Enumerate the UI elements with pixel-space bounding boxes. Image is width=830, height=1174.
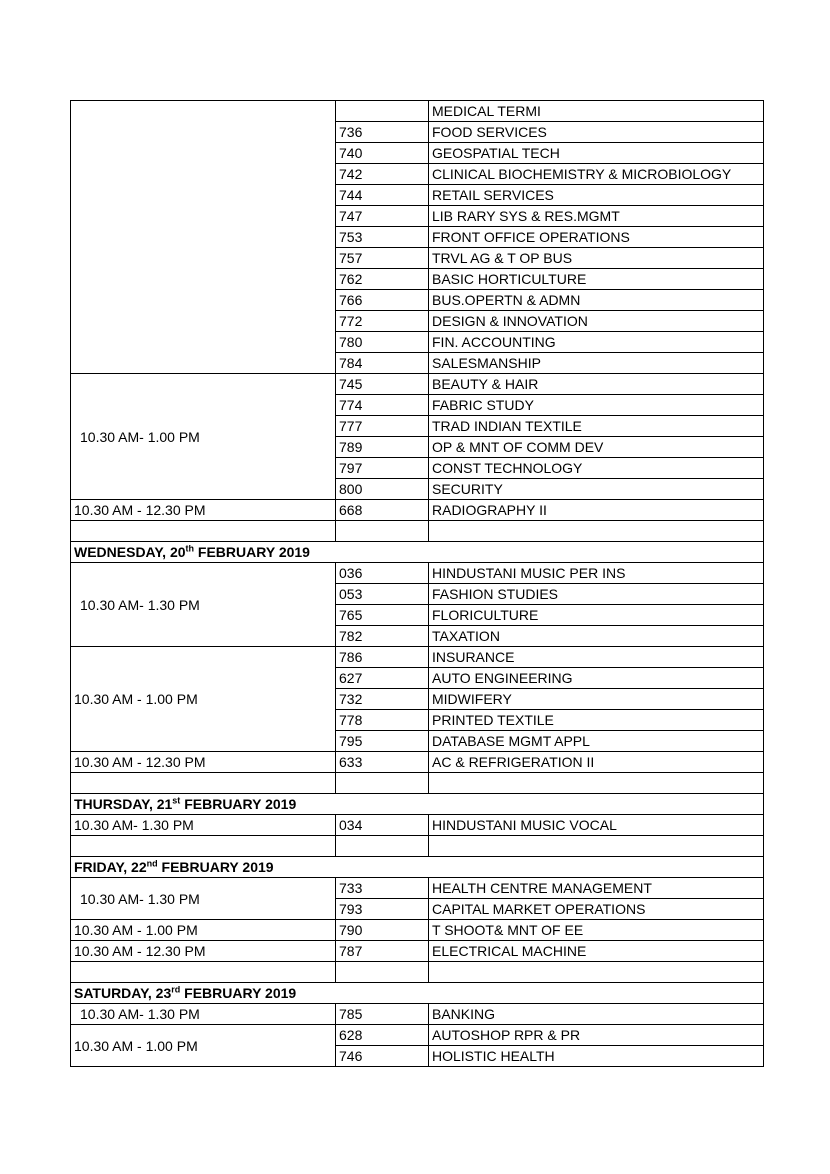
paper-code: 633 bbox=[336, 752, 429, 773]
subject-name: AUTOSHOP RPR & PR bbox=[429, 1025, 764, 1046]
paper-code: 780 bbox=[336, 332, 429, 353]
time-slot: 10.30 AM- 1.30 PM bbox=[71, 878, 336, 920]
empty-cell bbox=[71, 962, 336, 983]
empty-cell bbox=[336, 521, 429, 542]
time-cell bbox=[71, 101, 336, 374]
subject-name: AUTO ENGINEERING bbox=[429, 668, 764, 689]
subject-name: BASIC HORTICULTURE bbox=[429, 269, 764, 290]
paper-code: 795 bbox=[336, 731, 429, 752]
subject-name: DATABASE MGMT APPL bbox=[429, 731, 764, 752]
paper-code: 777 bbox=[336, 416, 429, 437]
paper-code: 765 bbox=[336, 605, 429, 626]
paper-code: 736 bbox=[336, 122, 429, 143]
paper-code: 746 bbox=[336, 1046, 429, 1067]
day-header-row bbox=[71, 794, 764, 815]
time-slot: 10.30 AM - 12.30 PM bbox=[71, 941, 336, 962]
paper-code: 766 bbox=[336, 290, 429, 311]
subject-name: CONST TECHNOLOGY bbox=[429, 458, 764, 479]
paper-code: 627 bbox=[336, 668, 429, 689]
table-row bbox=[71, 941, 764, 962]
paper-code: 753 bbox=[336, 227, 429, 248]
paper-code: 744 bbox=[336, 185, 429, 206]
paper-code: 782 bbox=[336, 626, 429, 647]
table-row bbox=[71, 647, 764, 668]
time-slot: 10.30 AM - 12.30 PM bbox=[71, 752, 336, 773]
paper-code bbox=[336, 101, 429, 122]
time-slot: 10.30 AM- 1.00 PM bbox=[71, 374, 336, 500]
paper-code: 747 bbox=[336, 206, 429, 227]
day-month-year: FEBRUARY 2019 bbox=[180, 985, 297, 1001]
day-date: SATURDAY, 23 bbox=[74, 985, 172, 1001]
paper-code: 757 bbox=[336, 248, 429, 269]
paper-code: 036 bbox=[336, 563, 429, 584]
time-slot: 10.30 AM - 1.00 PM bbox=[71, 1025, 336, 1067]
time-slot: 10.30 AM- 1.30 PM bbox=[71, 1004, 336, 1025]
table-row bbox=[71, 878, 764, 899]
paper-code: 784 bbox=[336, 353, 429, 374]
subject-name: TAXATION bbox=[429, 626, 764, 647]
paper-code: 628 bbox=[336, 1025, 429, 1046]
empty-cell bbox=[336, 962, 429, 983]
paper-code: 742 bbox=[336, 164, 429, 185]
table-row bbox=[71, 1004, 764, 1025]
day-date: THURSDAY, 21 bbox=[74, 796, 173, 812]
spacer-row bbox=[71, 836, 764, 857]
day-heading bbox=[71, 983, 764, 1004]
subject-name: T SHOOT& MNT OF EE bbox=[429, 920, 764, 941]
time-slot: 10.30 AM - 1.00 PM bbox=[71, 920, 336, 941]
day-ordinal: rd bbox=[171, 984, 181, 995]
empty-cell bbox=[429, 521, 764, 542]
paper-code: 034 bbox=[336, 815, 429, 836]
time-slot: 10.30 AM - 12.30 PM bbox=[71, 500, 336, 521]
empty-cell bbox=[429, 773, 764, 794]
day-date: FRIDAY, 22 bbox=[74, 859, 147, 875]
empty-cell bbox=[71, 521, 336, 542]
paper-code: 745 bbox=[336, 374, 429, 395]
day-month-year: FEBRUARY 2019 bbox=[194, 544, 310, 560]
subject-name: PRINTED TEXTILE bbox=[429, 710, 764, 731]
paper-code: 785 bbox=[336, 1004, 429, 1025]
subject-name: BUS.OPERTN & ADMN bbox=[429, 290, 764, 311]
day-heading bbox=[71, 542, 764, 563]
subject-name: RADIOGRAPHY II bbox=[429, 500, 764, 521]
subject-name: FABRIC STUDY bbox=[429, 395, 764, 416]
subject-name: RETAIL SERVICES bbox=[429, 185, 764, 206]
paper-code: 762 bbox=[336, 269, 429, 290]
exam-schedule-table bbox=[70, 100, 764, 1067]
subject-name: HINDUSTANI MUSIC PER INS bbox=[429, 563, 764, 584]
schedule-table-body bbox=[71, 101, 764, 1067]
time-slot: 10.30 AM- 1.30 PM bbox=[71, 563, 336, 647]
subject-name: BEAUTY & HAIR bbox=[429, 374, 764, 395]
subject-name: FOOD SERVICES bbox=[429, 122, 764, 143]
subject-name: FIN. ACCOUNTING bbox=[429, 332, 764, 353]
subject-name: CLINICAL BIOCHEMISTRY & MICROBIOLOGY bbox=[429, 164, 764, 185]
paper-code: 797 bbox=[336, 458, 429, 479]
exam-schedule-page bbox=[70, 100, 763, 1067]
time-slot: 10.30 AM- 1.30 PM bbox=[71, 815, 336, 836]
empty-cell bbox=[71, 836, 336, 857]
subject-name: GEOSPATIAL TECH bbox=[429, 143, 764, 164]
empty-cell bbox=[336, 773, 429, 794]
day-heading bbox=[71, 857, 764, 878]
paper-code: 790 bbox=[336, 920, 429, 941]
day-month-year: FEBRUARY 2019 bbox=[157, 859, 274, 875]
empty-cell bbox=[429, 962, 764, 983]
table-row bbox=[71, 374, 764, 395]
subject-name: HINDUSTANI MUSIC VOCAL bbox=[429, 815, 764, 836]
day-header-row bbox=[71, 542, 764, 563]
time-slot: 10.30 AM - 1.00 PM bbox=[71, 647, 336, 752]
table-row bbox=[71, 920, 764, 941]
spacer-row bbox=[71, 521, 764, 542]
paper-code: 800 bbox=[336, 479, 429, 500]
subject-name: MIDWIFERY bbox=[429, 689, 764, 710]
day-ordinal: th bbox=[185, 543, 195, 554]
subject-name: BANKING bbox=[429, 1004, 764, 1025]
subject-name: DESIGN & INNOVATION bbox=[429, 311, 764, 332]
subject-name: CAPITAL MARKET OPERATIONS bbox=[429, 899, 764, 920]
subject-name: INSURANCE bbox=[429, 647, 764, 668]
day-heading bbox=[71, 794, 764, 815]
empty-cell bbox=[336, 836, 429, 857]
table-row bbox=[71, 752, 764, 773]
day-month-year: FEBRUARY 2019 bbox=[180, 796, 297, 812]
paper-code: 733 bbox=[336, 878, 429, 899]
spacer-row bbox=[71, 773, 764, 794]
subject-name: FASHION STUDIES bbox=[429, 584, 764, 605]
spacer-row bbox=[71, 962, 764, 983]
paper-code: 772 bbox=[336, 311, 429, 332]
paper-code: 740 bbox=[336, 143, 429, 164]
paper-code: 732 bbox=[336, 689, 429, 710]
subject-name: ELECTRICAL MACHINE bbox=[429, 941, 764, 962]
paper-code: 778 bbox=[336, 710, 429, 731]
table-row bbox=[71, 101, 764, 122]
subject-name: AC & REFRIGERATION II bbox=[429, 752, 764, 773]
paper-code: 793 bbox=[336, 899, 429, 920]
table-row bbox=[71, 563, 764, 584]
subject-name: SECURITY bbox=[429, 479, 764, 500]
day-ordinal: nd bbox=[146, 858, 158, 869]
subject-name: FRONT OFFICE OPERATIONS bbox=[429, 227, 764, 248]
table-row bbox=[71, 1025, 764, 1046]
empty-cell bbox=[71, 773, 336, 794]
paper-code: 053 bbox=[336, 584, 429, 605]
subject-name: HOLISTIC HEALTH bbox=[429, 1046, 764, 1067]
empty-cell bbox=[429, 836, 764, 857]
subject-name: TRVL AG & T OP BUS bbox=[429, 248, 764, 269]
subject-name: SALESMANSHIP bbox=[429, 353, 764, 374]
paper-code: 668 bbox=[336, 500, 429, 521]
paper-code: 789 bbox=[336, 437, 429, 458]
subject-name: TRAD INDIAN TEXTILE bbox=[429, 416, 764, 437]
subject-name: LIB RARY SYS & RES.MGMT bbox=[429, 206, 764, 227]
day-ordinal: st bbox=[172, 795, 181, 806]
subject-name: MEDICAL TERMI bbox=[429, 101, 764, 122]
subject-name: FLORICULTURE bbox=[429, 605, 764, 626]
subject-name: HEALTH CENTRE MANAGEMENT bbox=[429, 878, 764, 899]
table-row bbox=[71, 815, 764, 836]
day-header-row bbox=[71, 983, 764, 1004]
paper-code: 774 bbox=[336, 395, 429, 416]
paper-code: 787 bbox=[336, 941, 429, 962]
day-header-row bbox=[71, 857, 764, 878]
table-row bbox=[71, 500, 764, 521]
subject-name: OP & MNT OF COMM DEV bbox=[429, 437, 764, 458]
day-date: WEDNESDAY, 20 bbox=[74, 544, 186, 560]
paper-code: 786 bbox=[336, 647, 429, 668]
